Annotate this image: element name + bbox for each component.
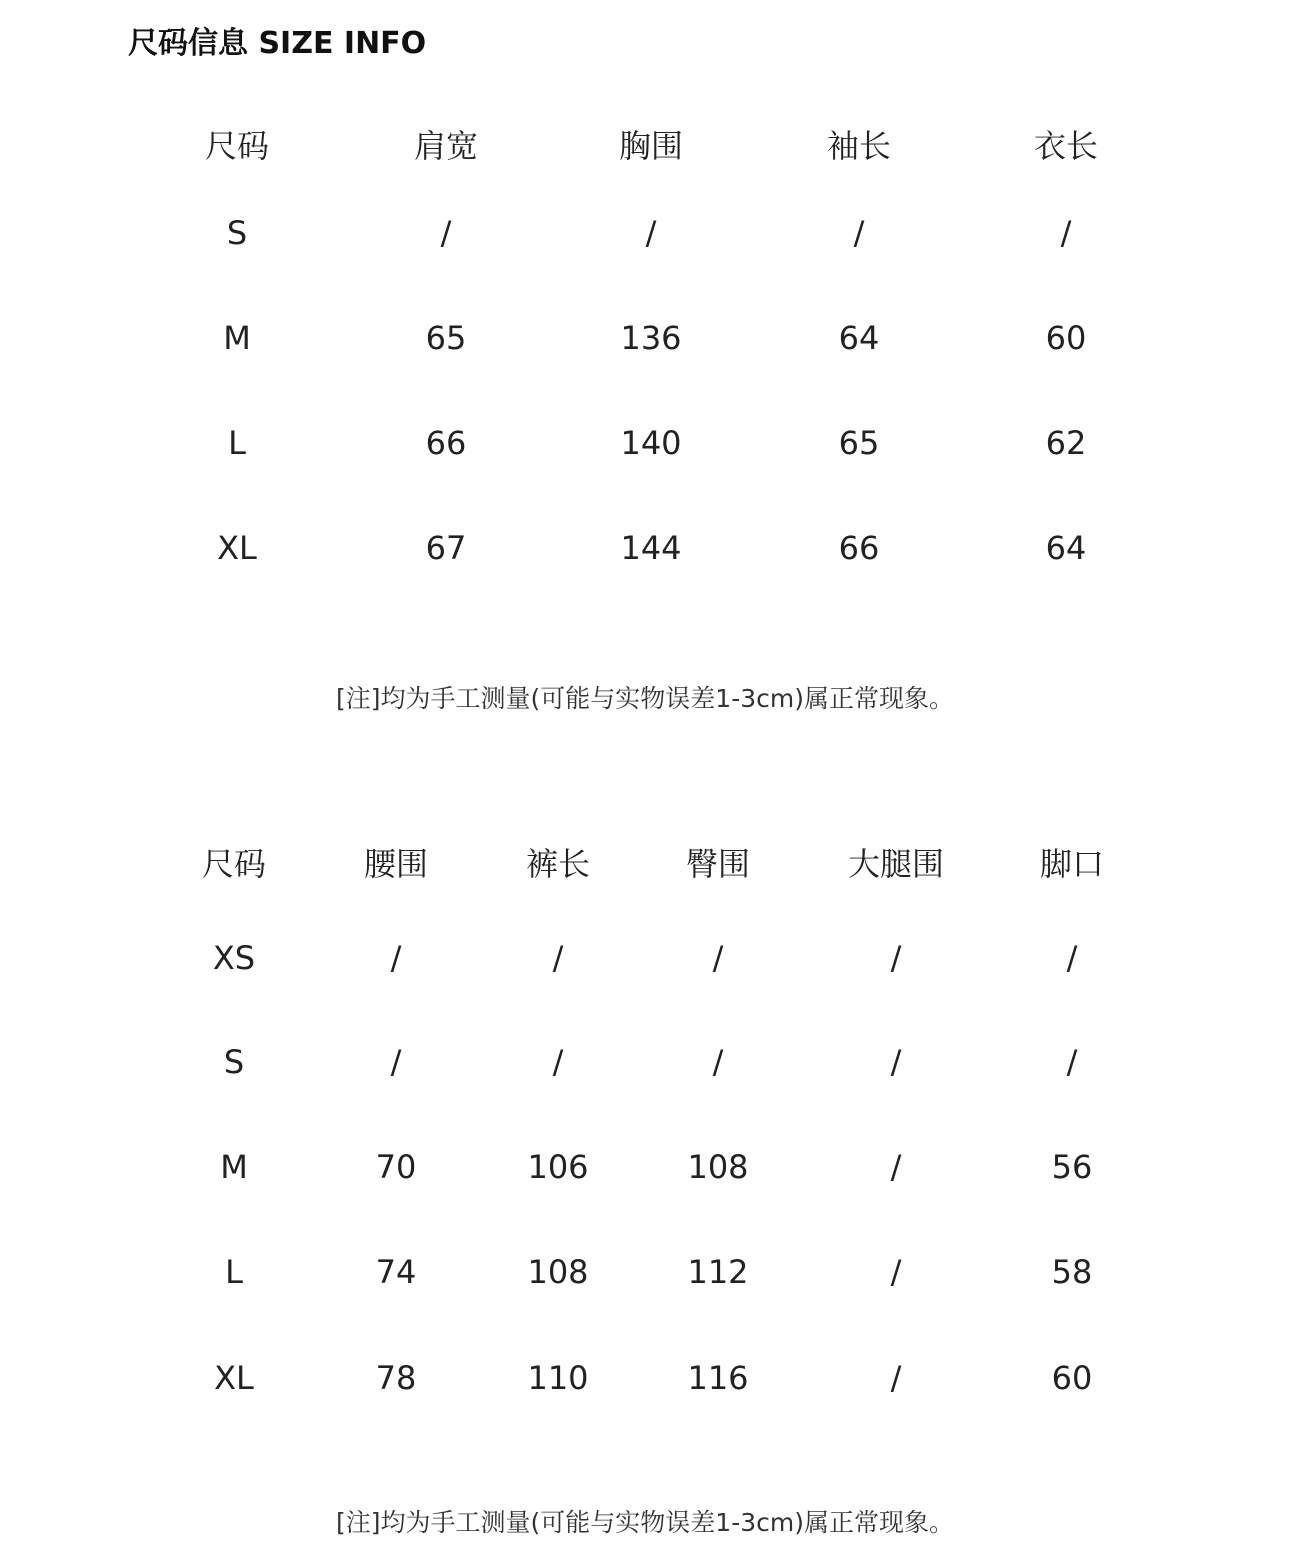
table-header-cell: 腰围: [363, 845, 429, 883]
table-cell: 70: [375, 1148, 417, 1186]
table-cell: 60: [1051, 1359, 1093, 1397]
table-header-cell: 脚口: [1039, 845, 1105, 883]
table-cell: 64: [1045, 529, 1087, 567]
table-cell: 74: [375, 1253, 417, 1291]
size-label-cell: L: [228, 424, 246, 462]
table-header-cell: 尺码: [204, 127, 270, 165]
bottom-table-note: [注]均为手工测量(可能与实物误差1-3cm)属正常现象。: [336, 1508, 954, 1537]
table-cell: 64: [838, 319, 880, 357]
table-cell: /: [390, 1043, 402, 1081]
table-cell: 65: [425, 319, 467, 357]
table-cell: 136: [620, 319, 682, 357]
table-cell: /: [1066, 939, 1078, 977]
table-cell: 116: [687, 1359, 749, 1397]
table-header-cell: 臀围: [685, 845, 751, 883]
table-cell: /: [440, 214, 452, 252]
table-cell: 65: [838, 424, 880, 462]
size-label-cell: S: [226, 214, 248, 252]
table-cell: /: [645, 214, 657, 252]
table-cell: /: [1066, 1043, 1078, 1081]
table-cell: 58: [1051, 1253, 1093, 1291]
table-cell: 106: [527, 1148, 589, 1186]
table-cell: 140: [620, 424, 682, 462]
table-cell: /: [890, 1359, 902, 1397]
size-label-cell: L: [225, 1253, 243, 1291]
table-cell: /: [890, 1148, 902, 1186]
table-cell: 66: [425, 424, 467, 462]
table-cell: 60: [1045, 319, 1087, 357]
table-cell: /: [890, 1043, 902, 1081]
table-cell: /: [853, 214, 865, 252]
table-header-cell: 衣长: [1033, 127, 1099, 165]
table-header-cell: 肩宽: [413, 127, 479, 165]
table-cell: 144: [620, 529, 682, 567]
table-cell: 78: [375, 1359, 417, 1397]
size-label-cell: XL: [217, 529, 257, 567]
size-label-cell: S: [223, 1043, 245, 1081]
table-cell: 112: [687, 1253, 749, 1291]
top-table-note: [注]均为手工测量(可能与实物误差1-3cm)属正常现象。: [336, 684, 954, 713]
size-label-cell: XS: [212, 939, 256, 977]
table-header-cell: 尺码: [201, 845, 267, 883]
size-label-cell: XL: [214, 1359, 254, 1397]
table-cell: 56: [1051, 1148, 1093, 1186]
size-label-cell: M: [220, 1148, 248, 1186]
page-title: 尺码信息 SIZE INFO: [128, 26, 427, 61]
table-cell: /: [712, 1043, 724, 1081]
table-cell: 110: [527, 1359, 589, 1397]
table-header-cell: 裤长: [525, 845, 591, 883]
size-label-cell: M: [223, 319, 251, 357]
table-cell: /: [552, 1043, 564, 1081]
table-cell: 66: [838, 529, 880, 567]
table-cell: /: [712, 939, 724, 977]
table-header-cell: 袖长: [826, 127, 892, 165]
table-cell: /: [1060, 214, 1072, 252]
table-cell: /: [552, 939, 564, 977]
table-cell: 67: [425, 529, 467, 567]
table-cell: 108: [687, 1148, 749, 1186]
table-cell: /: [890, 1253, 902, 1291]
table-header-cell: 胸围: [618, 127, 684, 165]
table-cell: 62: [1045, 424, 1087, 462]
table-cell: 108: [527, 1253, 589, 1291]
table-cell: /: [890, 939, 902, 977]
table-header-cell: 大腿围: [847, 845, 945, 883]
table-cell: /: [390, 939, 402, 977]
